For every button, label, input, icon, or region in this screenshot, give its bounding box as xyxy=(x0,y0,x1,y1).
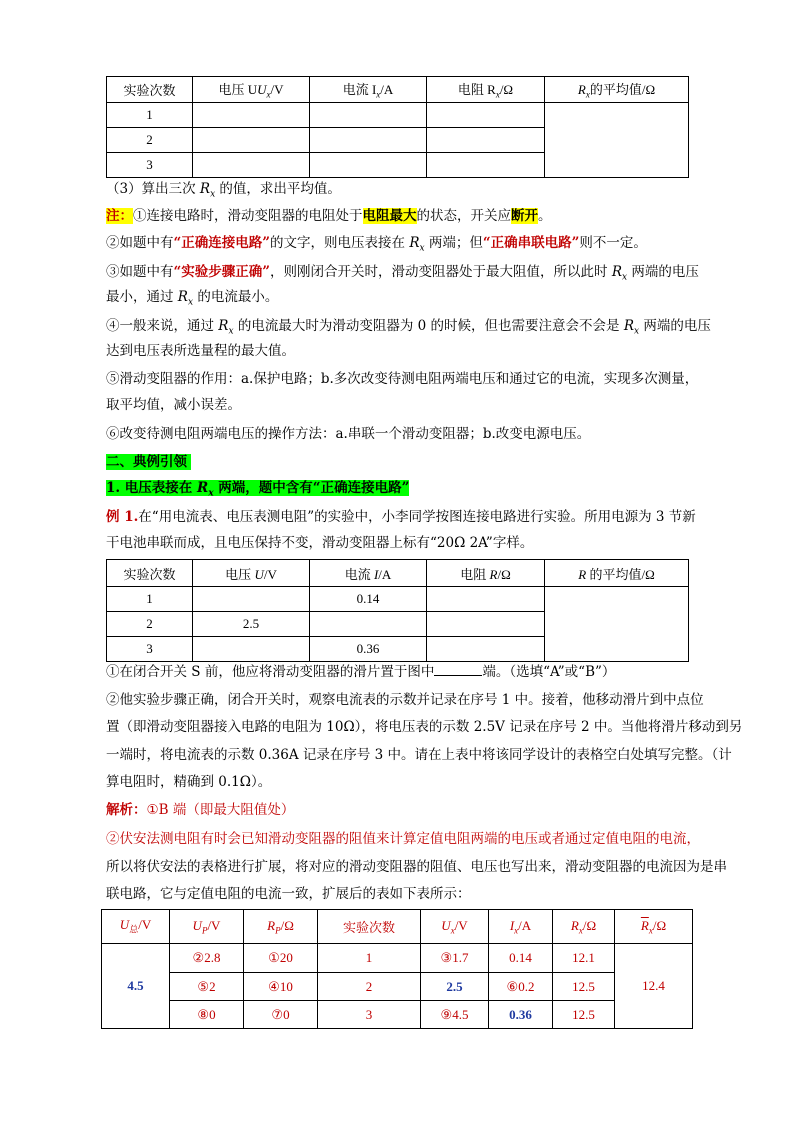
ix-cell: ⑥0.2 xyxy=(489,973,553,1001)
ux-cell: 2.5 xyxy=(421,973,489,1001)
note-3-cont: 最小，通过 $R_x$ 的电流最小。 xyxy=(106,289,279,308)
answer-2-l1: ②伏安法测电阻有时会已知滑动变阻器的阻值来计算定值电阻两端的电压或者通过定值电阻的电流， xyxy=(106,831,700,847)
rheostat-resistance-cell: ⑦0 xyxy=(244,1001,318,1029)
average-cell xyxy=(545,103,689,178)
voltage-cell xyxy=(193,587,310,612)
note-5: ⑤滑动变阻器的作用：a.保护电路；b.多次改变待测电阻两端电压和通过它的电流，实现多次测量， xyxy=(106,371,699,387)
cell xyxy=(193,153,310,178)
rheostat-voltage-cell: ⑤2 xyxy=(170,973,244,1001)
extended-table xyxy=(101,909,693,1029)
header-current: 电流 I/A xyxy=(310,560,427,587)
trial-number: 2 xyxy=(318,973,421,1001)
note-4: ④一般来说，通过 $R_x$ 的电流最大时为滑动变阻器为 0 的时候，但也需要注意会不会是 $R_x$ 两端的电压 xyxy=(106,318,711,337)
question-1: ①在闭合开关 S 前，他应将滑动变阻器的滑片置于图中 端。（选填“A”或“B”） xyxy=(106,664,616,680)
header-current: 电流 $I_x/A$ xyxy=(310,77,427,103)
ux-cell: ③1.7 xyxy=(421,944,489,973)
cell xyxy=(427,103,545,128)
rx-cell: 12.1 xyxy=(553,944,615,973)
header-trials: 实验次数 xyxy=(107,560,193,587)
record-table-2 xyxy=(106,559,689,662)
header-ix: $I_x/A$ xyxy=(489,910,553,944)
average-cell: 12.4 xyxy=(615,944,693,1029)
ux-cell: ⑨4.5 xyxy=(421,1001,489,1029)
row-number: 2 xyxy=(107,612,193,637)
current-cell: 0.36 xyxy=(310,637,427,662)
voltage-cell xyxy=(193,637,310,662)
answer-2-l3: 联电路，它与定值电阻的电流一致，扩展后的表如下表所示： xyxy=(106,886,471,902)
sub-heading-1: 1. 电压表接在 $R_x$ 两端，题中含有“正确连接电路” xyxy=(106,480,410,499)
row-number: 1 xyxy=(107,587,193,612)
example-1: 例 1.在“用电流表、电压表测电阻”的实验中，小李同学按图连接电路进行实验。所用电源为 3 节新 xyxy=(106,509,696,525)
cell xyxy=(310,103,427,128)
header-rheostat-resistance: $R_P/\Omega$ xyxy=(244,910,318,944)
note-4-cont: 达到电压表所选量程的最大值。 xyxy=(106,343,295,359)
note-3: ③如题中有“实验步骤正确”，则刚闭合开关时，滑动变阻器处于最大阻值，所以此时 $R_x$ 两端的电压 xyxy=(106,264,699,283)
cell xyxy=(193,128,310,153)
answer-1: 解析：①B 端（即最大阻值处） xyxy=(106,802,295,818)
ix-cell: 0.36 xyxy=(489,1001,553,1029)
question-2-l1: ②他实验步骤正确，闭合开关时，观察电流表的示数并记录在序号 1 中。接着，他移动滑片到中点位 xyxy=(106,692,704,708)
rheostat-resistance-cell: ①20 xyxy=(244,944,318,973)
resistance-cell xyxy=(427,612,545,637)
header-trials: 实验次数 xyxy=(107,77,193,103)
header-average: $R_x$的平均值/Ω xyxy=(545,77,689,103)
cell xyxy=(310,128,427,153)
note-2: ②如题中有“正确连接电路”的文字，则电压表接在 $R_x$ 两端；但“正确串联电路”则不一定。 xyxy=(106,235,647,254)
total-voltage-cell: 4.5 xyxy=(102,944,170,1029)
resistance-cell xyxy=(427,587,545,612)
cell xyxy=(427,128,545,153)
section-heading: 二、典例引领 xyxy=(106,452,191,472)
rheostat-resistance-cell: ④10 xyxy=(244,973,318,1001)
example-1-cont: 干电池串联而成，且电压保持不变，滑动变阻器上标有“20Ω 2A”字样。 xyxy=(106,535,534,551)
average-cell xyxy=(545,587,689,662)
record-table-1 xyxy=(106,76,689,178)
current-cell xyxy=(310,612,427,637)
header-rx: $R_x/\Omega$ xyxy=(553,910,615,944)
row-number: 3 xyxy=(107,153,193,178)
rheostat-voltage-cell: ⑧0 xyxy=(170,1001,244,1029)
note-6: ⑥改变待测电阻两端电压的操作方法：a.串联一个滑动变阻器；b.改变电源电压。 xyxy=(106,426,591,442)
header-ux: $U_x/V$ xyxy=(421,910,489,944)
cell xyxy=(427,153,545,178)
answer-blank xyxy=(434,663,482,676)
question-2-l2: 置（即滑动变阻器接入电路的电阻为 10Ω），将电压表的示数 2.5V 记录在序号 2 中。当他将滑片移动到另 xyxy=(106,719,743,735)
header-total-voltage: $U_总/V$ xyxy=(102,910,170,944)
voltage-cell: 2.5 xyxy=(193,612,310,637)
row-number: 3 xyxy=(107,637,193,662)
step-3: （3）算出三次 $R_x$ 的值，求出平均值。 xyxy=(106,181,341,200)
header-rheostat-voltage: $U_P/V$ xyxy=(170,910,244,944)
header-average: $\overline{R}_x/\Omega$ xyxy=(615,910,693,944)
cell xyxy=(310,153,427,178)
rheostat-voltage-cell: ②2.8 xyxy=(170,944,244,973)
rx-cell: 12.5 xyxy=(553,973,615,1001)
trial-number: 3 xyxy=(318,1001,421,1029)
note-5-cont: 取平均值，减小误差。 xyxy=(106,397,241,413)
header-average: R 的平均值/Ω xyxy=(545,560,689,587)
header-resistance: 电阻 $R_x/\Omega$ xyxy=(427,77,545,103)
trial-number: 1 xyxy=(318,944,421,973)
resistance-cell xyxy=(427,637,545,662)
header-resistance: 电阻 R/Ω xyxy=(427,560,545,587)
header-voltage: 电压 U/V xyxy=(193,560,310,587)
question-2-l4: 算电阻时，精确到 0.1Ω）。 xyxy=(106,774,272,790)
note-1: 注：①连接电路时，滑动变阻器的电阻处于电阻最大的状态，开关应断开。 xyxy=(106,208,552,224)
header-voltage: 电压 $UU_x/V$ xyxy=(193,77,310,103)
row-number: 1 xyxy=(107,103,193,128)
header-trials: 实验次数 xyxy=(318,910,421,944)
cell xyxy=(193,103,310,128)
answer-2-l2: 所以将伏安法的表格进行扩展，将对应的滑动变阻器的阻值、电压也写出来，滑动变阻器的电流因为是串 xyxy=(106,859,727,875)
row-number: 2 xyxy=(107,128,193,153)
ix-cell: 0.14 xyxy=(489,944,553,973)
question-2-l3: 一端时，将电流表的示数 0.36A 记录在序号 3 中。请在上表中将该同学设计的表格空白处填写完整。（计 xyxy=(106,747,732,763)
rx-cell: 12.5 xyxy=(553,1001,615,1029)
current-cell: 0.14 xyxy=(310,587,427,612)
